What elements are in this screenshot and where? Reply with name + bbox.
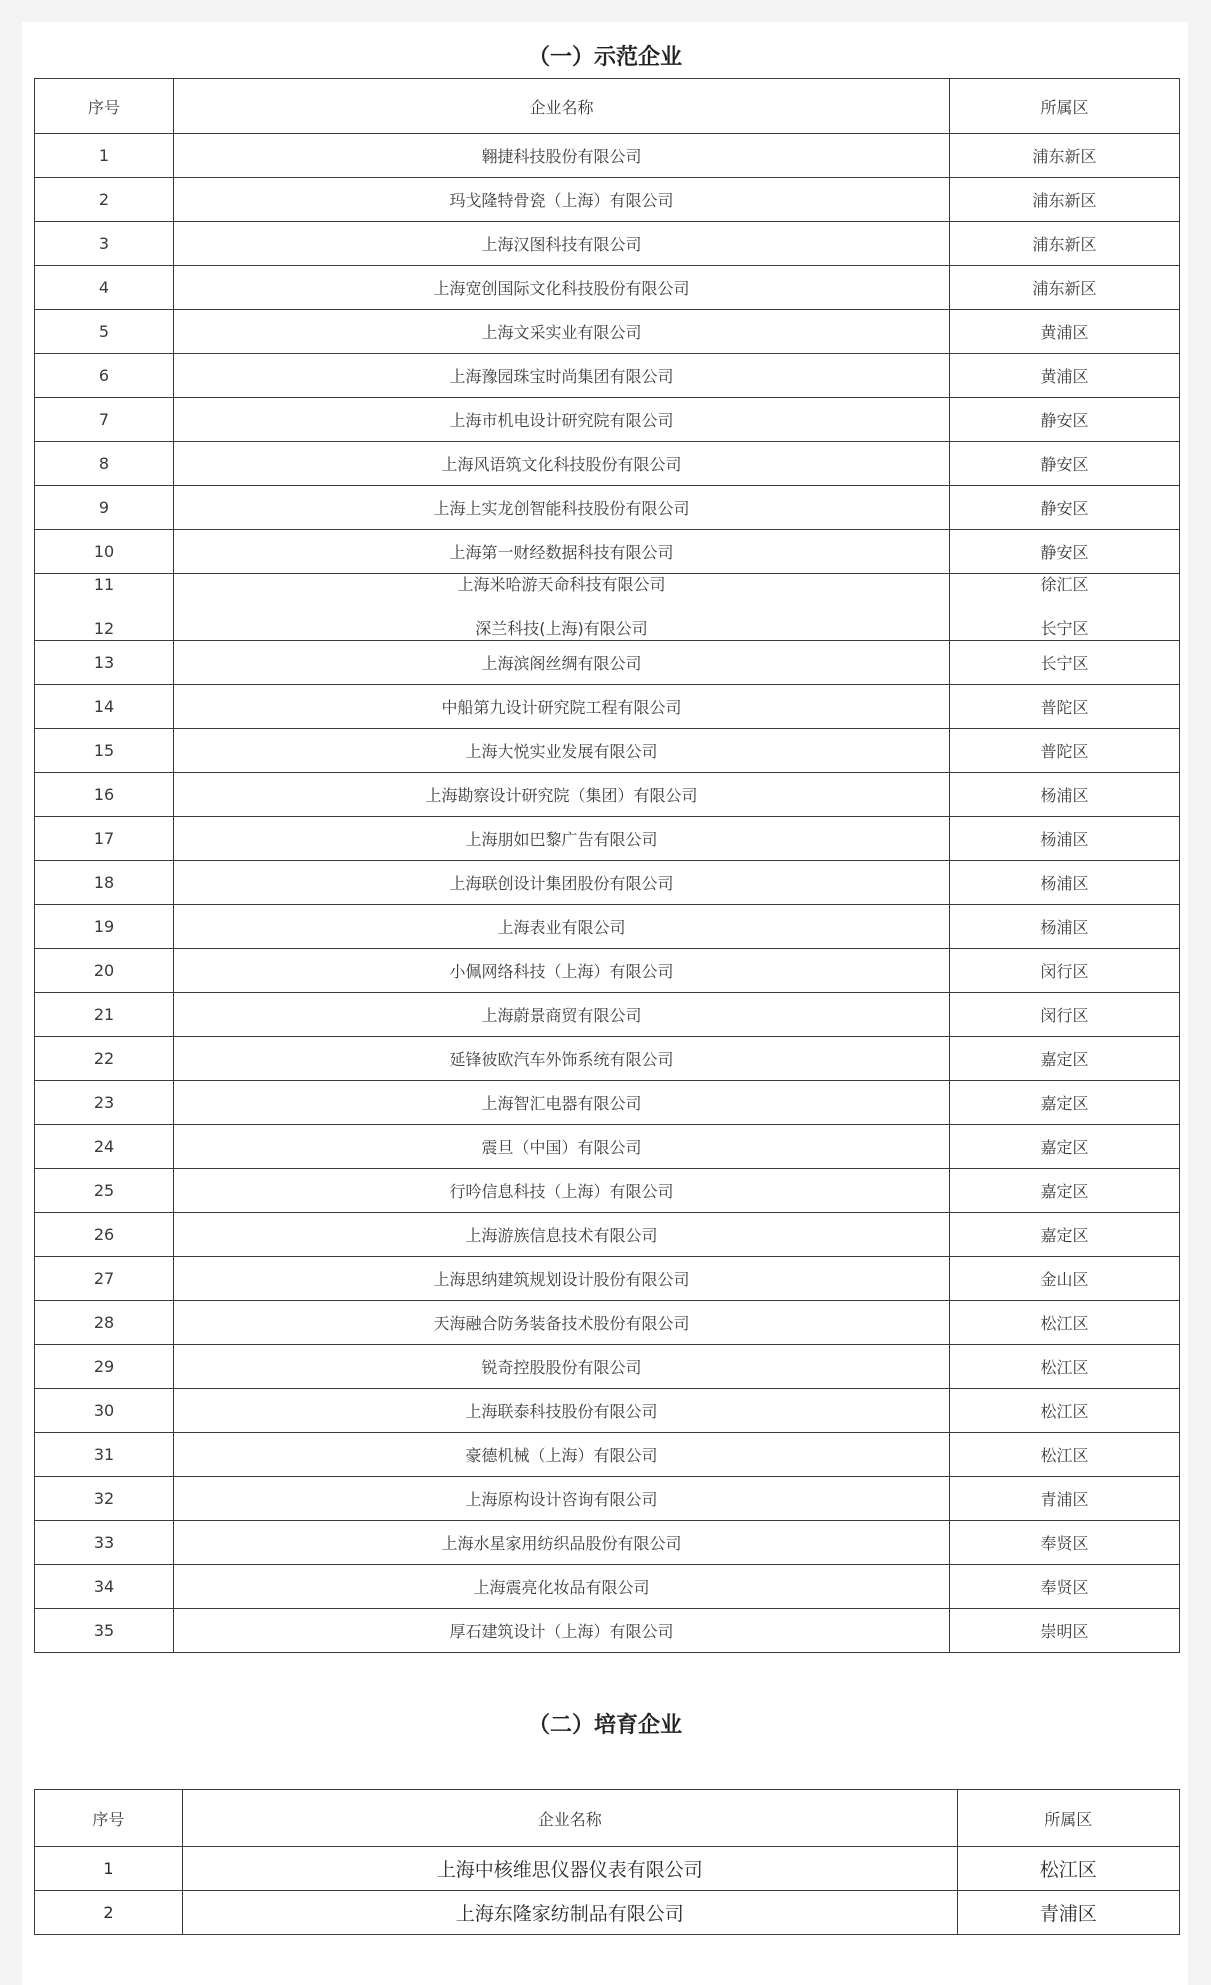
company-name: 上海中核维思仪器仪表有限公司 xyxy=(182,1847,957,1891)
company-name: 上海东隆家纺制品有限公司 xyxy=(182,1891,957,1935)
table-header-row xyxy=(35,1790,1180,1847)
table-row xyxy=(35,178,1180,222)
table-row-merged xyxy=(35,574,1180,641)
table-row xyxy=(35,949,1180,993)
district: 浦东新区 xyxy=(949,266,1179,310)
district: 黄浦区 xyxy=(949,354,1179,398)
demonstration-enterprise-table xyxy=(34,78,1180,1653)
table-row xyxy=(35,442,1180,486)
company-name: 上海思纳建筑规划设计股份有限公司 xyxy=(174,1257,950,1301)
district: 静安区 xyxy=(949,442,1179,486)
row-number: 21 xyxy=(35,993,174,1037)
district: 嘉定区 xyxy=(949,1081,1179,1125)
row-number: 28 xyxy=(35,1301,174,1345)
table-row xyxy=(35,266,1180,310)
company-name: 上海蔚景商贸有限公司 xyxy=(174,993,950,1037)
table-row xyxy=(35,486,1180,530)
row-number: 35 xyxy=(35,1609,174,1653)
row-number: 17 xyxy=(35,817,174,861)
table-row xyxy=(35,861,1180,905)
table-row xyxy=(35,1169,1180,1213)
row-number: 18 xyxy=(35,861,174,905)
header-number: 序号 xyxy=(35,1790,183,1847)
company-name: 小佩网络科技（上海）有限公司 xyxy=(174,949,950,993)
district: 奉贤区 xyxy=(949,1565,1179,1609)
row-number: 31 xyxy=(35,1433,174,1477)
company-name: 延锋彼欧汽车外饰系统有限公司 xyxy=(174,1037,950,1081)
district: 闵行区 xyxy=(949,949,1179,993)
table-row xyxy=(35,773,1180,817)
company-name: 上海米哈游天命科技有限公司 xyxy=(457,575,666,594)
company-name: 上海风语筑文化科技股份有限公司 xyxy=(174,442,950,486)
district: 普陀区 xyxy=(949,685,1179,729)
table-row xyxy=(35,398,1180,442)
table-row xyxy=(35,1565,1180,1609)
district: 浦东新区 xyxy=(949,178,1179,222)
row-number: 24 xyxy=(35,1125,174,1169)
table-row xyxy=(35,310,1180,354)
district: 浦东新区 xyxy=(949,134,1179,178)
company-name: 天海融合防务装备技术股份有限公司 xyxy=(174,1301,950,1345)
district: 普陀区 xyxy=(949,729,1179,773)
district: 奉贤区 xyxy=(949,1521,1179,1565)
cultivation-enterprise-table xyxy=(34,1789,1180,1935)
district: 杨浦区 xyxy=(949,905,1179,949)
table-row xyxy=(35,1257,1180,1301)
row-number: 25 xyxy=(35,1169,174,1213)
company-name: 震旦（中国）有限公司 xyxy=(174,1125,950,1169)
district: 杨浦区 xyxy=(949,817,1179,861)
header-district: 所属区 xyxy=(949,79,1179,134)
district: 青浦区 xyxy=(949,1477,1179,1521)
company-name: 上海宽创国际文化科技股份有限公司 xyxy=(174,266,950,310)
row-number: 1 xyxy=(35,1847,183,1891)
row-number: 5 xyxy=(35,310,174,354)
row-number: 26 xyxy=(35,1213,174,1257)
table-row xyxy=(35,1213,1180,1257)
header-district: 所属区 xyxy=(957,1790,1179,1847)
row-number-pair xyxy=(35,574,174,641)
district: 闵行区 xyxy=(949,993,1179,1037)
table-row xyxy=(35,354,1180,398)
table-row xyxy=(35,1521,1180,1565)
header-company-name: 企业名称 xyxy=(182,1790,957,1847)
row-number: 10 xyxy=(35,530,174,574)
table-row xyxy=(35,1389,1180,1433)
company-name: 上海联泰科技股份有限公司 xyxy=(174,1389,950,1433)
row-number: 16 xyxy=(35,773,174,817)
row-number: 20 xyxy=(35,949,174,993)
district: 金山区 xyxy=(949,1257,1179,1301)
row-number: 8 xyxy=(35,442,174,486)
section-title-demonstration: （一）示范企业 xyxy=(527,45,682,70)
district: 嘉定区 xyxy=(949,1037,1179,1081)
company-name: 翱捷科技股份有限公司 xyxy=(174,134,950,178)
row-number: 34 xyxy=(35,1565,174,1609)
row-number: 27 xyxy=(35,1257,174,1301)
district: 青浦区 xyxy=(957,1891,1179,1935)
company-name: 深兰科技(上海)有限公司 xyxy=(475,619,648,638)
table-row xyxy=(35,1125,1180,1169)
document-page xyxy=(22,22,1188,1985)
section-title-cultivation: （二）培育企业 xyxy=(527,1713,682,1738)
row-number: 14 xyxy=(35,685,174,729)
table-row xyxy=(35,1301,1180,1345)
district: 杨浦区 xyxy=(949,773,1179,817)
row-number: 2 xyxy=(35,1891,183,1935)
company-name: 上海滨阁丝绸有限公司 xyxy=(174,641,950,685)
company-name: 上海联创设计集团股份有限公司 xyxy=(174,861,950,905)
district-pair xyxy=(949,574,1179,641)
company-name: 上海文采实业有限公司 xyxy=(174,310,950,354)
table-row xyxy=(35,641,1180,685)
table-row xyxy=(35,993,1180,1037)
row-number: 13 xyxy=(35,641,174,685)
table-row xyxy=(35,1847,1180,1891)
row-number: 9 xyxy=(35,486,174,530)
district: 崇明区 xyxy=(949,1609,1179,1653)
row-number: 4 xyxy=(35,266,174,310)
table-row xyxy=(35,530,1180,574)
district: 长宁区 xyxy=(949,641,1179,685)
row-number: 29 xyxy=(35,1345,174,1389)
row-number: 19 xyxy=(35,905,174,949)
company-name: 上海第一财经数据科技有限公司 xyxy=(174,530,950,574)
district: 静安区 xyxy=(949,486,1179,530)
company-name: 上海豫园珠宝时尚集团有限公司 xyxy=(174,354,950,398)
table-row xyxy=(35,817,1180,861)
company-name: 上海大悦实业发展有限公司 xyxy=(174,729,950,773)
company-name: 豪德机械（上海）有限公司 xyxy=(174,1433,950,1477)
district: 嘉定区 xyxy=(949,1125,1179,1169)
table-row xyxy=(35,1081,1180,1125)
district: 浦东新区 xyxy=(949,222,1179,266)
company-name-pair xyxy=(174,574,950,641)
company-name: 上海水星家用纺织品股份有限公司 xyxy=(174,1521,950,1565)
company-name: 上海原构设计咨询有限公司 xyxy=(174,1477,950,1521)
company-name: 上海游族信息技术有限公司 xyxy=(174,1213,950,1257)
header-number: 序号 xyxy=(35,79,174,134)
company-name: 上海表业有限公司 xyxy=(174,905,950,949)
table-header-row xyxy=(35,79,1180,134)
row-number: 2 xyxy=(35,178,174,222)
table-row xyxy=(35,1433,1180,1477)
table-row xyxy=(35,1037,1180,1081)
table-row xyxy=(35,1345,1180,1389)
table-row xyxy=(35,905,1180,949)
company-name: 上海智汇电器有限公司 xyxy=(174,1081,950,1125)
district: 黄浦区 xyxy=(949,310,1179,354)
row-number: 32 xyxy=(35,1477,174,1521)
row-number: 23 xyxy=(35,1081,174,1125)
table-row xyxy=(35,1477,1180,1521)
company-name: 上海勘察设计研究院（集团）有限公司 xyxy=(174,773,950,817)
row-number: 30 xyxy=(35,1389,174,1433)
table-row xyxy=(35,729,1180,773)
table-row xyxy=(35,222,1180,266)
district: 松江区 xyxy=(957,1847,1179,1891)
company-name: 行吟信息科技（上海）有限公司 xyxy=(174,1169,950,1213)
header-company-name: 企业名称 xyxy=(174,79,950,134)
row-number: 22 xyxy=(35,1037,174,1081)
district: 嘉定区 xyxy=(949,1169,1179,1213)
company-name: 上海上实龙创智能科技股份有限公司 xyxy=(174,486,950,530)
row-number: 1 xyxy=(35,134,174,178)
table-row xyxy=(35,1891,1180,1935)
row-number: 7 xyxy=(35,398,174,442)
row-number: 6 xyxy=(35,354,174,398)
row-number: 11 xyxy=(93,575,115,594)
district: 松江区 xyxy=(949,1389,1179,1433)
company-name: 上海汉图科技有限公司 xyxy=(174,222,950,266)
row-number: 33 xyxy=(35,1521,174,1565)
table-row xyxy=(35,1609,1180,1653)
district: 松江区 xyxy=(949,1433,1179,1477)
company-name: 锐奇控股股份有限公司 xyxy=(174,1345,950,1389)
row-number: 3 xyxy=(35,222,174,266)
district: 静安区 xyxy=(949,398,1179,442)
table-row xyxy=(35,685,1180,729)
company-name: 上海朋如巴黎广告有限公司 xyxy=(174,817,950,861)
company-name: 上海震亮化妆品有限公司 xyxy=(174,1565,950,1609)
company-name: 玛戈隆特骨瓷（上海）有限公司 xyxy=(174,178,950,222)
district: 杨浦区 xyxy=(949,861,1179,905)
district: 静安区 xyxy=(949,530,1179,574)
company-name: 上海市机电设计研究院有限公司 xyxy=(174,398,950,442)
district: 徐汇区 xyxy=(1040,575,1089,594)
district: 松江区 xyxy=(949,1345,1179,1389)
district: 长宁区 xyxy=(1040,619,1089,638)
row-number: 15 xyxy=(35,729,174,773)
district: 松江区 xyxy=(949,1301,1179,1345)
company-name: 中船第九设计研究院工程有限公司 xyxy=(174,685,950,729)
company-name: 厚石建筑设计（上海）有限公司 xyxy=(174,1609,950,1653)
row-number: 12 xyxy=(93,619,115,638)
table-row xyxy=(35,134,1180,178)
district: 嘉定区 xyxy=(949,1213,1179,1257)
